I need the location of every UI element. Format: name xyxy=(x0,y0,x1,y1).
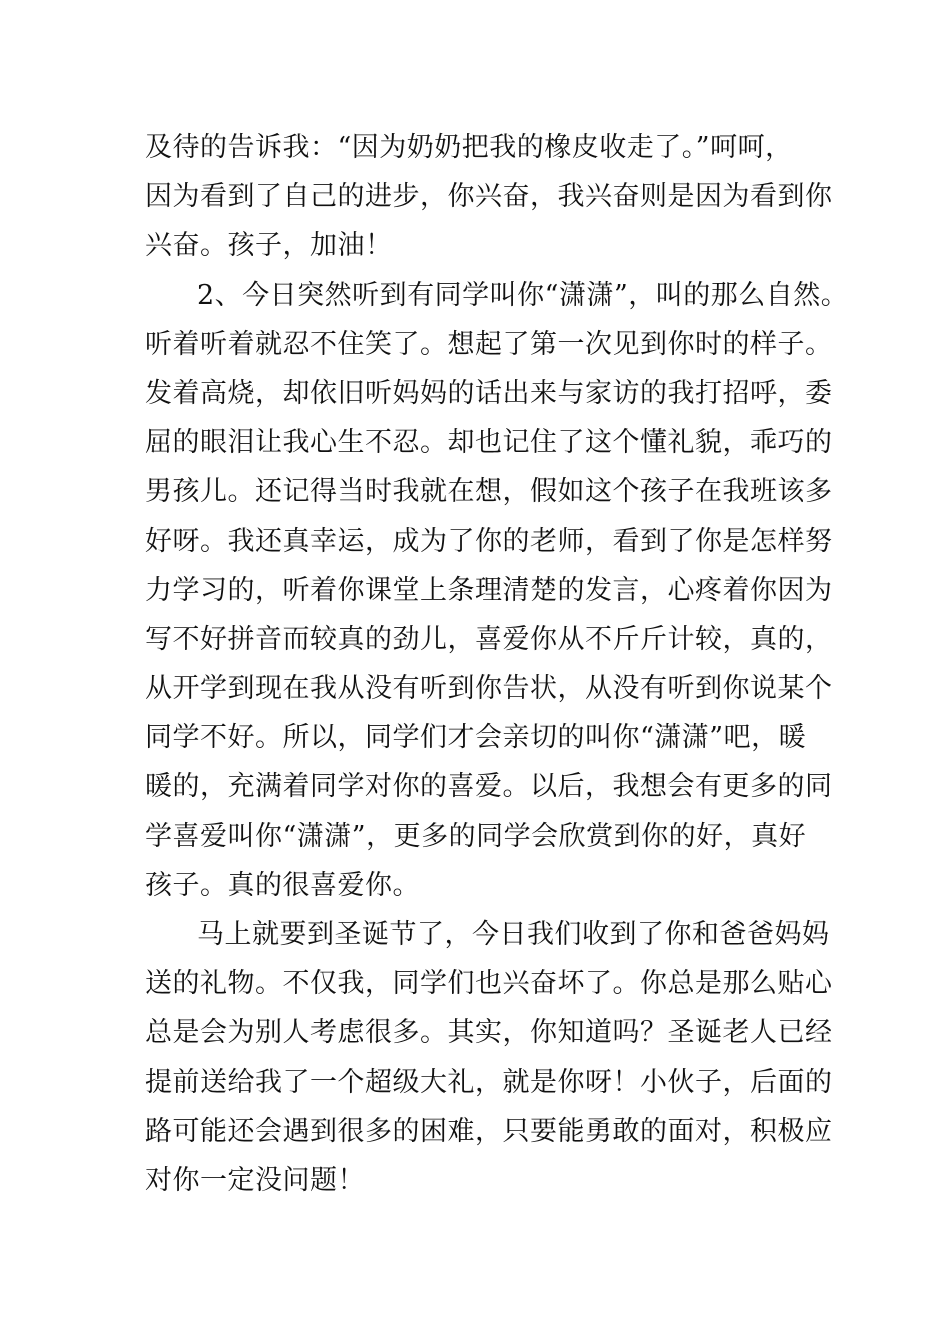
text-line: 屈的眼泪让我心生不忍。却也记住了这个懂礼貌，乖巧的 xyxy=(145,427,833,459)
text-line: 写不好拼音而较真的劲儿，喜爱你从不斤斤计较，真的， xyxy=(145,623,833,655)
text-line: 因为看到了自己的进步，你兴奋，我兴奋则是因为看到你 xyxy=(145,181,833,213)
text-line: 听着听着就忍不住笑了。想起了第一次见到你时的样子。 xyxy=(145,328,833,360)
paragraph-start-line: 马上就要到圣诞节了，今日我们收到了你和爸爸妈妈 xyxy=(197,919,830,950)
text-line: 从开学到现在我从没有听到你告状，从没有听到你说某个 xyxy=(145,673,833,705)
text-line: 好呀。我还真幸运，成为了你的老师，看到了你是怎样努 xyxy=(145,525,833,557)
document-body xyxy=(145,123,849,1205)
text-line: 兴奋。孩子，加油！ xyxy=(145,230,393,262)
text-line: 总是会为别人考虑很多。其实，你知道吗？圣诞老人已经 xyxy=(145,1017,833,1049)
text-line: 送的礼物。不仅我，同学们也兴奋坏了。你总是那么贴心 xyxy=(145,968,833,1000)
text-line: 同学不好。所以，同学们才会亲切的叫你“潇潇”吧，暖 xyxy=(145,722,807,754)
text-line: 暖的，充满着同学对你的喜爱。以后，我想会有更多的同 xyxy=(145,771,833,803)
text-line: 力学习的，听着你课堂上条理清楚的发言，心疼着你因为 xyxy=(145,574,833,606)
text-line: 及待的告诉我：“因为奶奶把我的橡皮收走了。”呵呵， xyxy=(145,132,793,163)
paragraph-start-line: 2、今日突然听到有同学叫你“潇潇”，叫的那么自然。 xyxy=(197,279,849,311)
text-line: 学喜爱叫你“潇潇”，更多的同学会欣赏到你的好，真好 xyxy=(145,820,807,852)
text-line: 提前送给我了一个超级大礼，就是你呀！小伙子，后面的 xyxy=(145,1066,833,1098)
text-line: 男孩儿。还记得当时我就在想，假如这个孩子在我班该多 xyxy=(145,476,833,508)
text-line: 孩子。真的很喜爱你。 xyxy=(145,869,420,901)
text-line: 发着高烧，却依旧听妈妈的话出来与家访的我打招呼，委 xyxy=(145,377,833,409)
text-line: 路可能还会遇到很多的困难，只要能勇敢的面对，积极应 xyxy=(145,1115,833,1147)
text-line: 对你一定没问题！ xyxy=(145,1164,365,1196)
